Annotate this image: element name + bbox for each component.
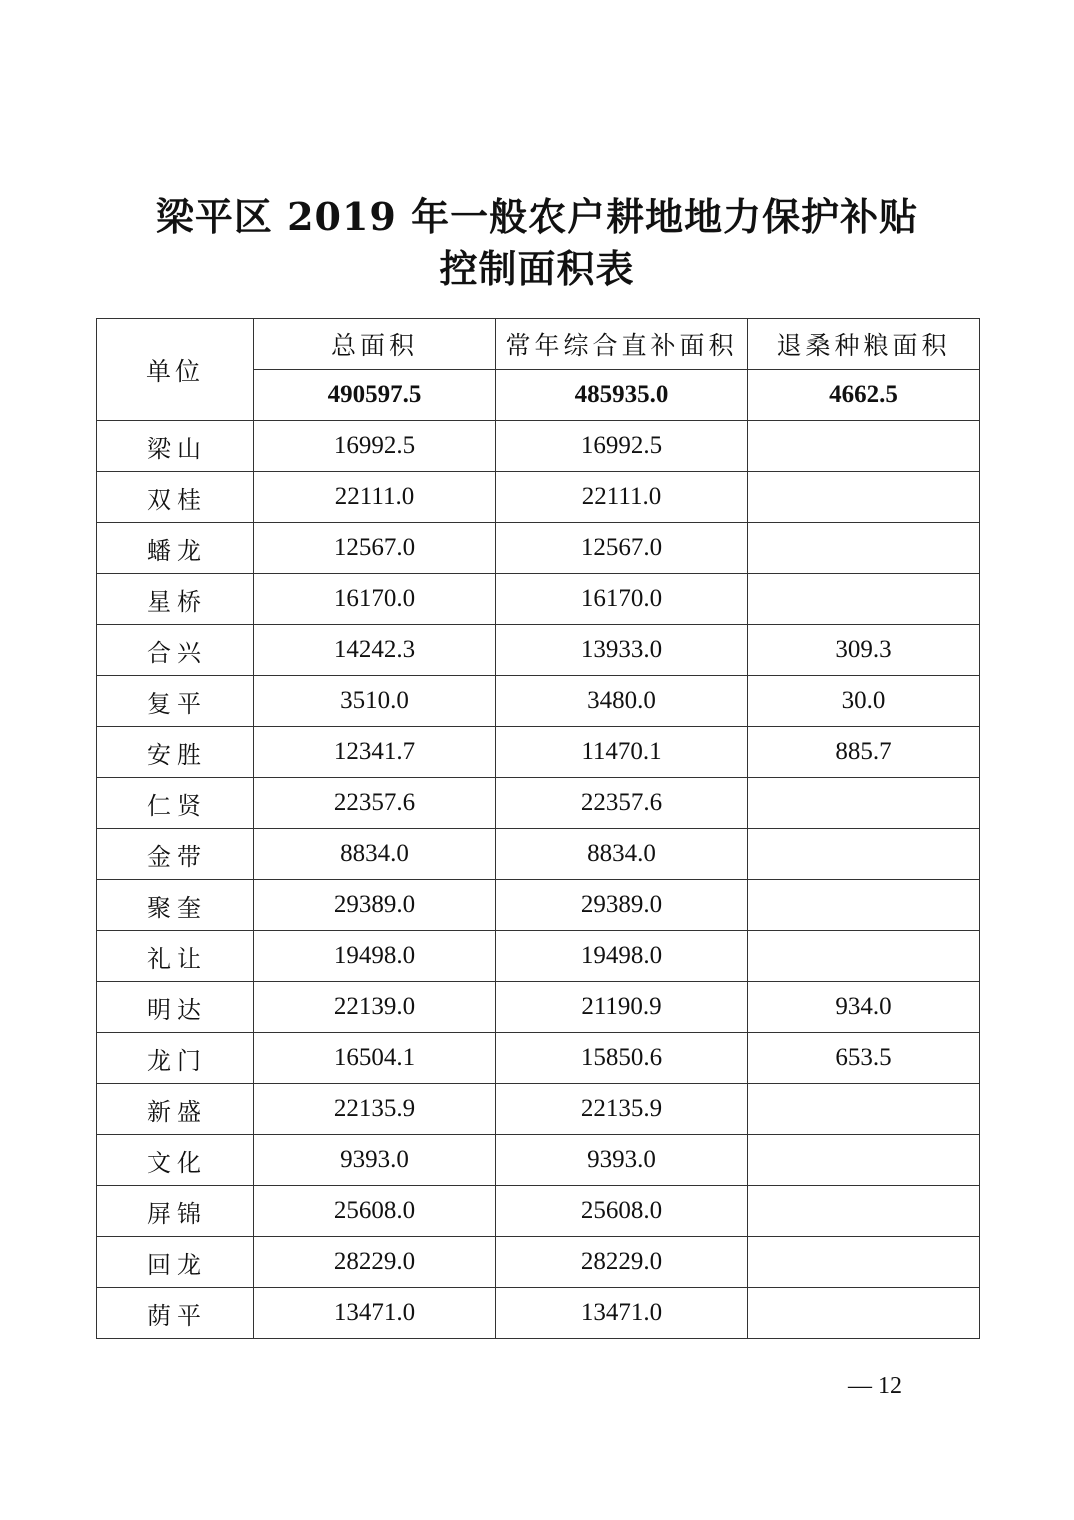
table-row [97, 472, 980, 523]
row-name: 屏锦 [97, 1186, 254, 1237]
row-total-area: 16504.1 [254, 1033, 496, 1084]
row-direct-subsidy-area: 13471.0 [496, 1288, 748, 1339]
row-name: 复平 [97, 676, 254, 727]
row-total-area: 14242.3 [254, 625, 496, 676]
row-name: 星桥 [97, 574, 254, 625]
row-total-area: 25608.0 [254, 1186, 496, 1237]
row-grain-area: 309.3 [748, 625, 980, 676]
row-name: 明达 [97, 982, 254, 1033]
row-grain-area [748, 574, 980, 625]
row-total-area: 12567.0 [254, 523, 496, 574]
table-row [97, 625, 980, 676]
document-title-line1: 梁平区 2019 年一般农户耕地地力保护补贴 [155, 194, 919, 239]
row-grain-area [748, 778, 980, 829]
row-total-area: 12341.7 [254, 727, 496, 778]
table-row [97, 880, 980, 931]
row-name: 合兴 [97, 625, 254, 676]
row-total-area: 22111.0 [254, 472, 496, 523]
row-direct-subsidy-area: 12567.0 [496, 523, 748, 574]
row-total-area: 8834.0 [254, 829, 496, 880]
page-number: — 12 [848, 1373, 902, 1399]
row-direct-subsidy-area: 16992.5 [496, 421, 748, 472]
row-total-area: 22135.9 [254, 1084, 496, 1135]
total-grain-area: 4662.5 [748, 370, 980, 421]
row-direct-subsidy-area: 19498.0 [496, 931, 748, 982]
row-grain-area [748, 829, 980, 880]
row-name: 蟠龙 [97, 523, 254, 574]
row-total-area: 22357.6 [254, 778, 496, 829]
row-total-area: 3510.0 [254, 676, 496, 727]
table-row [97, 1288, 980, 1339]
row-direct-subsidy-area: 11470.1 [496, 727, 748, 778]
row-name: 聚奎 [97, 880, 254, 931]
header-total-area: 总面积 [254, 319, 496, 370]
row-name: 金带 [97, 829, 254, 880]
row-direct-subsidy-area: 22357.6 [496, 778, 748, 829]
row-total-area: 13471.0 [254, 1288, 496, 1339]
table-row [97, 1135, 980, 1186]
table-row [97, 523, 980, 574]
row-direct-subsidy-area: 9393.0 [496, 1135, 748, 1186]
header-row [97, 319, 980, 370]
row-grain-area [748, 1237, 980, 1288]
table-row [97, 574, 980, 625]
row-grain-area: 934.0 [748, 982, 980, 1033]
row-grain-area [748, 523, 980, 574]
total-total-area: 490597.5 [254, 370, 496, 421]
row-name: 礼让 [97, 931, 254, 982]
table-row [97, 421, 980, 472]
document-title-line2: 控制面积表 [439, 246, 635, 291]
header-grain-area: 退桑种粮面积 [748, 319, 980, 370]
row-direct-subsidy-area: 22135.9 [496, 1084, 748, 1135]
area-table [96, 318, 980, 1339]
row-grain-area [748, 931, 980, 982]
row-name: 安胜 [97, 727, 254, 778]
row-direct-subsidy-area: 13933.0 [496, 625, 748, 676]
table-row [97, 727, 980, 778]
row-direct-subsidy-area: 22111.0 [496, 472, 748, 523]
table-row [97, 1084, 980, 1135]
row-total-area: 9393.0 [254, 1135, 496, 1186]
row-total-area: 16170.0 [254, 574, 496, 625]
row-name: 龙门 [97, 1033, 254, 1084]
table-row [97, 1237, 980, 1288]
row-total-area: 19498.0 [254, 931, 496, 982]
table-row [97, 931, 980, 982]
total-direct-subsidy-area: 485935.0 [496, 370, 748, 421]
row-direct-subsidy-area: 16170.0 [496, 574, 748, 625]
row-grain-area [748, 472, 980, 523]
row-direct-subsidy-area: 15850.6 [496, 1033, 748, 1084]
table-row [97, 1186, 980, 1237]
row-grain-area: 653.5 [748, 1033, 980, 1084]
row-grain-area [748, 1186, 980, 1237]
header-direct-subsidy-area: 常年综合直补面积 [496, 319, 748, 370]
row-total-area: 29389.0 [254, 880, 496, 931]
row-grain-area [748, 1084, 980, 1135]
row-grain-area [748, 421, 980, 472]
row-grain-area: 30.0 [748, 676, 980, 727]
row-name: 仁贤 [97, 778, 254, 829]
row-grain-area: 885.7 [748, 727, 980, 778]
row-direct-subsidy-area: 3480.0 [496, 676, 748, 727]
row-direct-subsidy-area: 8834.0 [496, 829, 748, 880]
row-direct-subsidy-area: 21190.9 [496, 982, 748, 1033]
row-total-area: 16992.5 [254, 421, 496, 472]
table-row [97, 982, 980, 1033]
row-grain-area [748, 880, 980, 931]
table-row [97, 676, 980, 727]
row-total-area: 28229.0 [254, 1237, 496, 1288]
header-unit: 单位 [97, 319, 254, 421]
table-row [97, 1033, 980, 1084]
row-direct-subsidy-area: 29389.0 [496, 880, 748, 931]
table-row [97, 778, 980, 829]
row-name: 梁山 [97, 421, 254, 472]
row-name: 回龙 [97, 1237, 254, 1288]
row-grain-area [748, 1288, 980, 1339]
row-direct-subsidy-area: 28229.0 [496, 1237, 748, 1288]
table-row [97, 829, 980, 880]
row-grain-area [748, 1135, 980, 1186]
row-name: 文化 [97, 1135, 254, 1186]
row-direct-subsidy-area: 25608.0 [496, 1186, 748, 1237]
row-name: 荫平 [97, 1288, 254, 1339]
row-name: 新盛 [97, 1084, 254, 1135]
row-name: 双桂 [97, 472, 254, 523]
row-total-area: 22139.0 [254, 982, 496, 1033]
